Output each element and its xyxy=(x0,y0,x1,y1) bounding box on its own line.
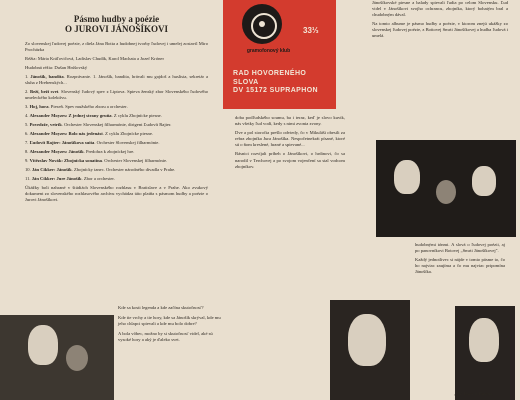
track-title: Vítězslav Novák: Zbojnícka sonatína xyxy=(29,158,102,163)
track-description: Predohra k zbojníckej hre. xyxy=(85,149,135,154)
track-item: 2. Beží, beží svet. Slovenský ľudový spev z Liptova. Spieva ženský zbor Slovenského ľudového umeleckého kolektívu. xyxy=(25,89,208,100)
track-item: 3. Hoj, hora. Pieseň. Spev mužského zboru a orchester. xyxy=(25,104,128,109)
track-title: Beží, beží svet xyxy=(30,89,59,94)
track-description: Orchester Slovenskej filharmónie. xyxy=(104,158,168,163)
track-item: 8. Alexander Moyzes: Jánošík. Predohra k zbojníckej hre. xyxy=(25,149,135,154)
performers-photo xyxy=(376,140,516,237)
track-item: 11. Ján Cikker: Jure Jánošík. Zbor a orchester. xyxy=(25,176,115,181)
track-number: 9. xyxy=(25,158,29,163)
right-lower-paragraph: Každý jednotlivec si nájde v tomto pásme to, čo ho najviac zaujíma a čo mu najviac pripomína Jánošíka. xyxy=(415,257,505,275)
track-item: 9. Vítězslav Novák: Zbojnícka sonatína. Orchester Slovenskej filharmónie. xyxy=(25,158,168,163)
actor-photo-left xyxy=(0,315,114,400)
right-paragraph: Na tomto albume je pásmo hudby a poézie, v ktorom znejú ukážky zo slovenskej ľudovej poézie, z Bottovej Smrti Jánošíkovej a hudba ľudová i umelá. xyxy=(372,21,508,39)
track-item: 4. Alexander Moyzes: Z jednej strany gruňa. Z cyklu Zbojnícke piesne. xyxy=(25,113,162,118)
track-item: 5. Povedzže, vetrík. Orchester Slovenskej filharmónie, dirigent Ľudovít Rajter. xyxy=(25,122,172,127)
track-title: Jánošík, bandita xyxy=(30,74,64,79)
right-text-column xyxy=(372,0,508,43)
middle-paragraph: Dve a pol storočia prešlo odvtedy, čo v Mikuláši obesili za rebra zbojníka Jura Jánošíka. Nespočetnekrát písané, ktoré sú o ňom kreslené, hrané a spievané... xyxy=(235,130,345,148)
right-lower-text-column xyxy=(415,242,505,278)
track-description: Slovenský ľudový spev z Liptova. Spieva ženský zbor Slovenského ľudového umeleckého kolektívu. xyxy=(25,89,208,100)
poem-paragraph: Kde sa kosti legenda a kde začína skutočnosť? xyxy=(118,305,204,310)
track-description: Zbor a orchester. xyxy=(83,176,115,181)
track-number: 11. xyxy=(25,176,31,181)
track-number: 2. xyxy=(25,89,29,94)
actor-photo-center xyxy=(330,300,410,400)
poem-column xyxy=(118,305,223,347)
track-title: Ján Cikker: Jure Jánošík xyxy=(31,176,82,181)
series-line-2: SLOVA xyxy=(233,78,259,86)
track-number: 5. xyxy=(25,122,29,127)
record-disc-icon xyxy=(242,4,282,44)
track-number: 1. xyxy=(25,74,29,79)
middle-paragraph: Básnici rozvíjali príbeh o Jánošíkovi, o hrdinovi, čo sa narodil v Terchovej a po svojom vojenčení sa stal vodcom zbojníkov. xyxy=(235,151,345,169)
track-number: 3. xyxy=(25,104,29,109)
track-description: Z cyklu Zbojnícke piesne. xyxy=(113,113,162,118)
track-title: Alexander Moyzes: Bolo nás jedenást xyxy=(29,131,103,136)
track-description: Pieseň. Spev mužského zboru a orchester. xyxy=(50,104,128,109)
track-title: Hoj, hora xyxy=(29,104,49,109)
liner-notes-column xyxy=(25,8,208,206)
track-item: 10. Ján Cikker: Jánošík. Zbojnícky tanec. Orchester národného divadla v Prahe. xyxy=(25,167,176,172)
track-number: 10. xyxy=(25,167,31,172)
track-number: 8. xyxy=(25,149,29,154)
poem-paragraph: A bola vôbec, možno by si skutočnosť videl, aké sú vysoké hory a aký je ďaleko svet. xyxy=(118,331,213,343)
track-title: Povedzže, vetrík xyxy=(29,122,62,127)
track-description: Rozprávanie. 1. Jánošík, bandita, hrávali mu gajdoš a huslista, sekretár a sluha z Hrebenských... xyxy=(25,74,208,85)
track-number: 6. xyxy=(25,131,29,136)
track-item: 7. Ľudovít Rajter: Jánošíkova suita. Orchester Slovenskej filharmónie. xyxy=(25,140,160,145)
middle-paragraph: doba podľudského soumu, ba i teraz, keď je slovo kuvik, nás všetky ľud vodí, kedy s nimi zvonia zvony. xyxy=(235,115,345,127)
right-lower-paragraph: hudobnými tónmi. A slová o ľudovej poézii, aj po panovníkovi Botovej „Smrti Jánošíkovej". xyxy=(415,242,505,254)
track-item: 1. Jánošík, bandita. Rozprávanie. 1. Jánošík, bandita, hrávali mu gajdoš a huslista, sekretár a sluha z Hrebenských... xyxy=(25,74,208,85)
track-description: Z cyklu Zbojnícke piesne. xyxy=(105,131,154,136)
credits-direction: Réžia: Mária Kráľovičová, Ladislav Chudík, Karol Machata a Jozef Króner xyxy=(25,56,164,61)
program-subtitle: Pásmo hudby a poézie xyxy=(73,14,160,24)
track-title: Alexander Moyzes: Z jednej strany gruňa xyxy=(29,113,112,118)
credits-producer: Hudobná réžia: Dušan Hrúšovský xyxy=(25,65,88,70)
track-title: Alexander Moyzes: Jánošík xyxy=(29,149,84,154)
credits-intro: Zo slovenskej ľudovej poézie, z diela Jána Botta a hudobnej tvorby ľudovej i umelej zostavil Miro Procházka xyxy=(25,41,208,52)
actor-photo-right xyxy=(455,306,515,400)
right-paragraph: Jánošíkovské piesne a balady spievali ľudia po celom Slovensku. Ľud videl v Jánošíkovi svojho ochrancu, zbojníka, ktorý bohatým bral a chudobným dával. xyxy=(372,0,508,18)
track-title: Ľudovít Rajter: Jánošíkova suita xyxy=(29,140,95,145)
rpm-label: 33⅓ xyxy=(303,26,319,35)
track-title: Ján Cikker: Jánošík xyxy=(31,167,72,172)
series-label xyxy=(233,70,333,96)
track-description: Orchester Slovenskej filharmónie, dirigent Ľudovít Rajter. xyxy=(64,122,172,127)
closing-quote: „Od Tatier k Dunaju, xyxy=(454,391,494,396)
middle-text-column xyxy=(235,115,345,173)
recording-note: Úkážky boli nahrané v štúdiách Slovenského rozhlasu v Bratislave a v Prahe. Ako zvukový dokument zo slovenského rozhlasového archívu vychádza táto platňa s pásmom hudby a poézie o Jurovi Jánošíkovi. xyxy=(25,185,208,202)
program-title: O JUROVI JÁNOŠÍKOVI xyxy=(64,24,168,34)
track-number: 7. xyxy=(25,140,29,145)
album-cover-thumbnail xyxy=(223,0,336,109)
series-line-3: DV 15172 SUPRAPHON xyxy=(233,87,319,95)
series-line-1: RAD HOVORENÉHO xyxy=(233,70,307,77)
track-number: 4. xyxy=(25,113,29,118)
track-item: 6. Alexander Moyzes: Bolo nás jedenást. Z cyklu Zbojnícke piesne. xyxy=(25,131,154,136)
track-description: Orchester Slovenskej filharmónie. xyxy=(96,140,160,145)
poem-paragraph: Kde tie vrchy a tie hory, kde sa Jánošík skrýval, kde mu jeho chlapci spievali a kde mu bolo dobre? xyxy=(118,315,221,327)
track-list xyxy=(25,74,208,182)
club-label: gramofonový klub xyxy=(246,48,291,54)
track-description: Zbojnícky tanec. Orchester národného divadla v Prahe. xyxy=(74,167,176,172)
